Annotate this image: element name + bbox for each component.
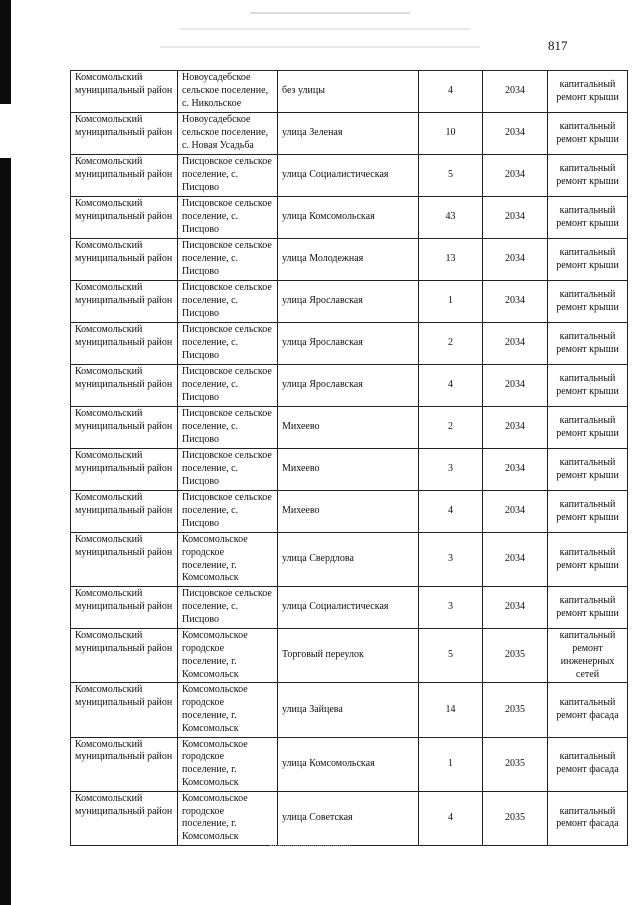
- district-cell: Комсомольский муниципальный район: [71, 737, 178, 791]
- house-number-cell: 4: [419, 791, 483, 845]
- street-cell: улица Комсомольская: [278, 197, 419, 239]
- year-cell: 2034: [483, 491, 548, 533]
- house-number-cell: 10: [419, 113, 483, 155]
- street-cell: улица Ярославская: [278, 323, 419, 365]
- work-type-cell: капитальный ремонт крыши: [548, 113, 628, 155]
- work-type-cell: капитальный ремонт крыши: [548, 323, 628, 365]
- house-number-cell: 1: [419, 737, 483, 791]
- table-row: [71, 323, 628, 365]
- year-cell: 2034: [483, 407, 548, 449]
- settlement-cell: Писцовское сельское поселение, с. Писцово: [178, 407, 278, 449]
- year-cell: 2034: [483, 239, 548, 281]
- street-cell: улица Социалистическая: [278, 155, 419, 197]
- street-cell: улица Свердлова: [278, 533, 419, 587]
- year-cell: 2035: [483, 629, 548, 683]
- work-type-cell: капитальный ремонт фасада: [548, 737, 628, 791]
- year-cell: 2034: [483, 281, 548, 323]
- district-cell: Комсомольский муниципальный район: [71, 587, 178, 629]
- work-type-cell: капитальный ремонт крыши: [548, 71, 628, 113]
- repair-schedule-table: [70, 70, 628, 846]
- settlement-cell: Писцовское сельское поселение, с. Писцово: [178, 587, 278, 629]
- house-number-cell: 13: [419, 239, 483, 281]
- district-cell: Комсомольский муниципальный район: [71, 491, 178, 533]
- table-row: [71, 155, 628, 197]
- house-number-cell: 3: [419, 587, 483, 629]
- settlement-cell: Писцовское сельское поселение, с. Писцово: [178, 281, 278, 323]
- house-number-cell: 4: [419, 71, 483, 113]
- house-number-cell: 3: [419, 449, 483, 491]
- street-cell: улица Зайцева: [278, 683, 419, 737]
- district-cell: Комсомольский муниципальный район: [71, 683, 178, 737]
- street-cell: улица Ярославская: [278, 365, 419, 407]
- district-cell: Комсомольский муниципальный район: [71, 365, 178, 407]
- settlement-cell: Писцовское сельское поселение, с. Писцово: [178, 365, 278, 407]
- house-number-cell: 2: [419, 407, 483, 449]
- street-cell: Михеево: [278, 491, 419, 533]
- work-type-cell: капитальный ремонт крыши: [548, 197, 628, 239]
- scan-noise: [160, 46, 480, 48]
- work-type-cell: капитальный ремонт крыши: [548, 365, 628, 407]
- street-cell: улица Зеленая: [278, 113, 419, 155]
- work-type-cell: капитальный ремонт крыши: [548, 587, 628, 629]
- house-number-cell: 5: [419, 629, 483, 683]
- table-row: [71, 407, 628, 449]
- table-row: [71, 113, 628, 155]
- table-row: [71, 629, 628, 683]
- settlement-cell: Комсомольское городское поселение, г. Комсомольск: [178, 629, 278, 683]
- district-cell: Комсомольский муниципальный район: [71, 323, 178, 365]
- house-number-cell: 14: [419, 683, 483, 737]
- house-number-cell: 43: [419, 197, 483, 239]
- settlement-cell: Писцовское сельское поселение, с. Писцово: [178, 491, 278, 533]
- table-row: [71, 449, 628, 491]
- district-cell: Комсомольский муниципальный район: [71, 155, 178, 197]
- district-cell: Комсомольский муниципальный район: [71, 629, 178, 683]
- street-cell: улица Молодежная: [278, 239, 419, 281]
- street-cell: без улицы: [278, 71, 419, 113]
- settlement-cell: Писцовское сельское поселение, с. Писцово: [178, 155, 278, 197]
- district-cell: Комсомольский муниципальный район: [71, 113, 178, 155]
- scan-noise: [180, 28, 470, 30]
- table-row: [71, 491, 628, 533]
- work-type-cell: капитальный ремонт крыши: [548, 407, 628, 449]
- district-cell: Комсомольский муниципальный район: [71, 449, 178, 491]
- table-row: [71, 533, 628, 587]
- year-cell: 2034: [483, 113, 548, 155]
- work-type-cell: капитальный ремонт фасада: [548, 791, 628, 845]
- district-cell: Комсомольский муниципальный район: [71, 197, 178, 239]
- year-cell: 2034: [483, 365, 548, 407]
- district-cell: Комсомольский муниципальный район: [71, 281, 178, 323]
- year-cell: 2034: [483, 533, 548, 587]
- table-row: [71, 737, 628, 791]
- house-number-cell: 2: [419, 323, 483, 365]
- district-cell: Комсомольский муниципальный район: [71, 407, 178, 449]
- street-cell: Михеево: [278, 407, 419, 449]
- scan-noise: [270, 845, 350, 852]
- page-number: 817: [548, 38, 568, 53]
- table-row: [71, 239, 628, 281]
- year-cell: 2034: [483, 323, 548, 365]
- work-type-cell: капитальный ремонт фасада: [548, 683, 628, 737]
- work-type-cell: капитальный ремонт крыши: [548, 449, 628, 491]
- table-row: [71, 683, 628, 737]
- scan-edge-bar: [0, 0, 11, 104]
- table-row: [71, 365, 628, 407]
- settlement-cell: Комсомольское городское поселение, г. Комсомольск: [178, 533, 278, 587]
- year-cell: 2034: [483, 197, 548, 239]
- table-row: [71, 71, 628, 113]
- table-body: [71, 71, 628, 846]
- year-cell: 2035: [483, 791, 548, 845]
- year-cell: 2035: [483, 683, 548, 737]
- street-cell: Михеево: [278, 449, 419, 491]
- house-number-cell: 3: [419, 533, 483, 587]
- settlement-cell: Комсомольское городское поселение, г. Комсомольск: [178, 737, 278, 791]
- year-cell: 2034: [483, 155, 548, 197]
- table-row: [71, 791, 628, 845]
- work-type-cell: капитальный ремонт крыши: [548, 281, 628, 323]
- house-number-cell: 5: [419, 155, 483, 197]
- district-cell: Комсомольский муниципальный район: [71, 239, 178, 281]
- scan-edge-bar: [0, 158, 11, 905]
- work-type-cell: капитальный ремонт крыши: [548, 491, 628, 533]
- work-type-cell: капитальный ремонт инженерных сетей: [548, 629, 628, 683]
- street-cell: улица Советская: [278, 791, 419, 845]
- house-number-cell: 4: [419, 365, 483, 407]
- work-type-cell: капитальный ремонт крыши: [548, 533, 628, 587]
- house-number-cell: 1: [419, 281, 483, 323]
- district-cell: Комсомольский муниципальный район: [71, 533, 178, 587]
- table-row: [71, 587, 628, 629]
- district-cell: Комсомольский муниципальный район: [71, 791, 178, 845]
- work-type-cell: капитальный ремонт крыши: [548, 155, 628, 197]
- settlement-cell: Писцовское сельское поселение, с. Писцово: [178, 323, 278, 365]
- street-cell: улица Социалистическая: [278, 587, 419, 629]
- settlement-cell: Комсомольское городское поселение, г. Комсомольск: [178, 791, 278, 845]
- year-cell: 2035: [483, 737, 548, 791]
- settlement-cell: Писцовское сельское поселение, с. Писцово: [178, 239, 278, 281]
- year-cell: 2034: [483, 449, 548, 491]
- settlement-cell: Писцовское сельское поселение, с. Писцово: [178, 449, 278, 491]
- settlement-cell: Новоусадебское сельское поселение, с. Никольское: [178, 71, 278, 113]
- house-number-cell: 4: [419, 491, 483, 533]
- settlement-cell: Писцовское сельское поселение, с. Писцово: [178, 197, 278, 239]
- district-cell: Комсомольский муниципальный район: [71, 71, 178, 113]
- table-row: [71, 281, 628, 323]
- street-cell: улица Ярославская: [278, 281, 419, 323]
- settlement-cell: Комсомольское городское поселение, г. Комсомольск: [178, 683, 278, 737]
- street-cell: улица Комсомольская: [278, 737, 419, 791]
- settlement-cell: Новоусадебское сельское поселение, с. Новая Усадьба: [178, 113, 278, 155]
- year-cell: 2034: [483, 587, 548, 629]
- table-row: [71, 197, 628, 239]
- street-cell: Торговый переулок: [278, 629, 419, 683]
- work-type-cell: капитальный ремонт крыши: [548, 239, 628, 281]
- scan-noise: [250, 12, 410, 14]
- year-cell: 2034: [483, 71, 548, 113]
